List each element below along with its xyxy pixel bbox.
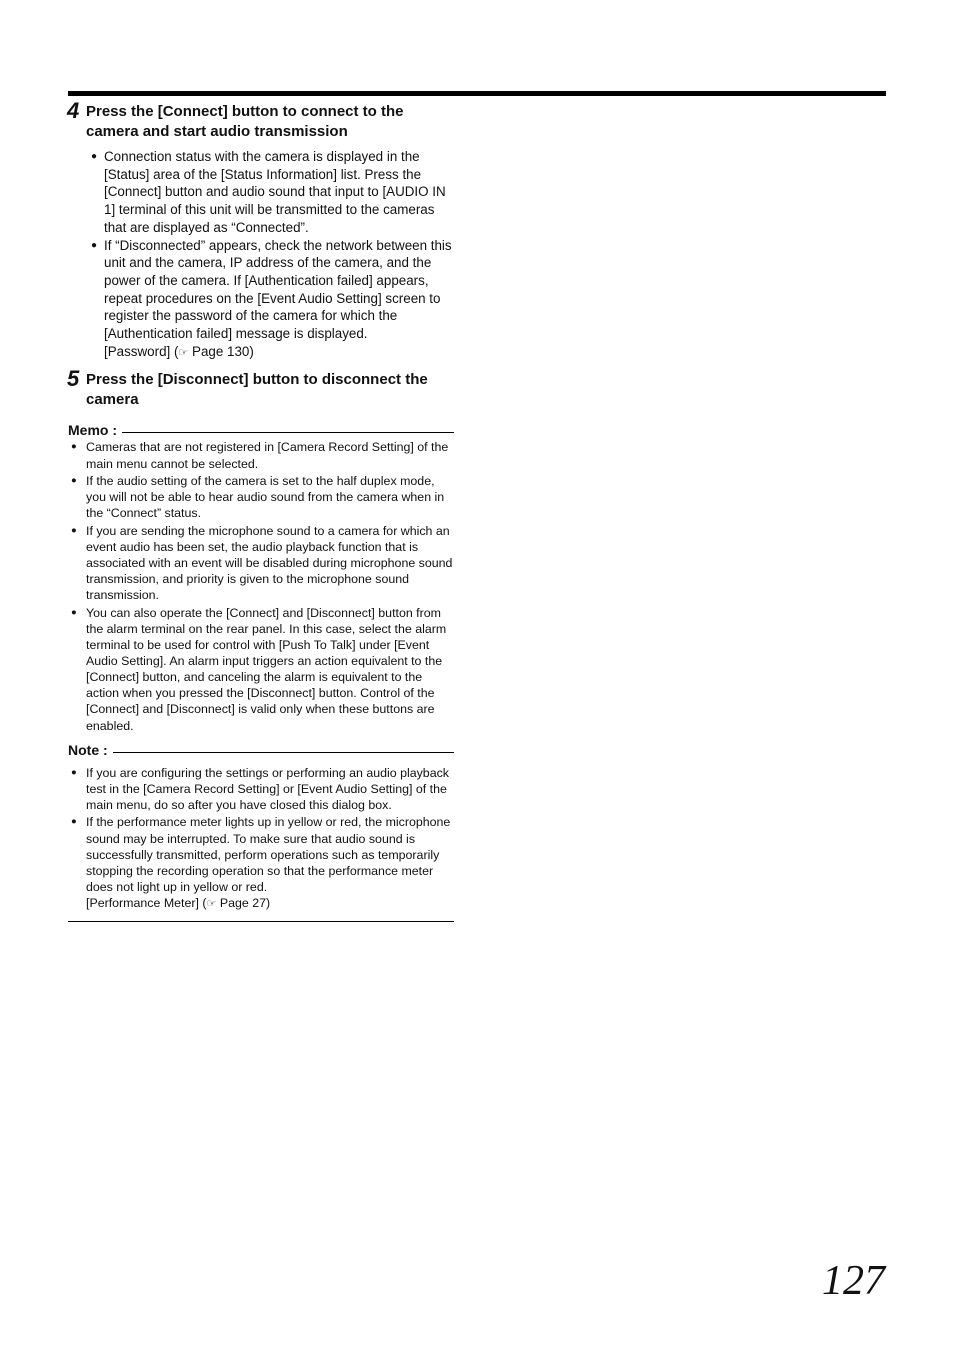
bullet-icon: ● [71,475,77,487]
page-number: 127 [822,1258,885,1304]
reference-page: Page 130) [188,343,254,359]
box-bottom-rule [68,921,454,922]
list-item [68,523,454,603]
list-item-text: If the performance meter lights up in yellow or red, the microphone sound may be interrupted. To make sure that audio sound is successfully transmitted, perform operations such as temporarily stopping the recording operation so that the performance meter does not light up in yellow or red. [86,815,451,894]
list-item [68,765,454,813]
bullet-icon: ● [91,151,98,162]
memo-heading [68,422,454,438]
memo-label: Memo : [68,422,117,439]
content-column [68,100,454,922]
list-item [68,814,454,912]
list-item [86,237,454,363]
step-number: 5 [67,366,80,392]
bullet-icon: ● [71,766,77,778]
step-number: 4 [67,98,80,123]
list-item-text: Connection status with the camera is displayed in the [Status] area of the [Status Information] list. Press the [Connect] button and audio sound that input to [AUDIO IN 1] terminal of this unit will be transmitted to the cameras that are displayed as “Connected”. [104,149,446,235]
list-item-text: If you are configuring the settings or performing an audio playback test in the [Camera Record Setting] or [Event Audio Setting] of the main menu, do so after you have closed this dialog box. [86,765,449,812]
step-4-bullets [68,148,454,362]
list-item-text: Cameras that are not registered in [Camera Record Setting] of the main menu cannot be selected. [86,440,449,471]
memo-rule [122,432,454,433]
pointing-hand-icon: ☞ [206,897,217,910]
page-reference [104,344,254,359]
note-rule [113,752,454,753]
step-4 [67,98,454,142]
list-item [86,148,454,237]
header-rule [68,91,886,96]
list-item-text: If you are sending the microphone sound to a camera for which an event audio has been set, the audio playback function that is associated with an event will be disabled during microphone sound transmission, and priority is given to the microphone sound transmission. [86,523,453,603]
reference-page: Page 27) [216,895,271,910]
reference-text: [Performance Meter] ( [86,895,207,910]
note-heading [68,742,454,758]
page-reference [86,896,270,910]
list-item-text: You can also operate the [Connect] and [Disconnect] button from the alarm terminal on the rear panel. In this case, select the alarm terminal to be used for control with [Push To Talk] under [Event Audio Setting]. An alarm input triggers an action equivalent to the [Connect] button, and canceling the alarm is equivalent to the action when you pressed the [Disconnect] button. Control of the [Connect] and [Disconnect] is valid only when these buttons are enabled. [86,605,447,733]
pointing-hand-icon: ☞ [178,346,189,359]
bullet-icon: ● [91,239,98,251]
list-item [68,439,454,471]
bullet-icon: ● [71,606,77,618]
bullet-icon: ● [71,441,77,453]
step-title: Press the [Disconnect] button to disconnect the camera [86,371,428,409]
reference-text: [Password] ( [104,343,179,359]
note-list [68,765,454,912]
memo-list [68,439,454,733]
step-5 [67,366,454,410]
step-title: Press the [Connect] button to connect to the camera and start audio transmission [86,103,404,140]
note-label: Note : [68,741,108,758]
list-item [68,473,454,521]
list-item-text: If “Disconnected” appears, check the network between this unit and the camera, IP address of the camera, and the power of the camera. If [Authentication failed] appears, repeat procedures on the [Event Audio Setting] screen to register the password of the camera for which the [Authentication failed] message is displayed. [104,237,452,342]
bullet-icon: ● [71,524,77,536]
bullet-icon: ● [71,816,77,828]
list-item-text: If the audio setting of the camera is set to the half duplex mode, you will not be able to hear audio sound from the camera when in the “Connect” status. [86,474,445,521]
list-item [68,605,454,734]
